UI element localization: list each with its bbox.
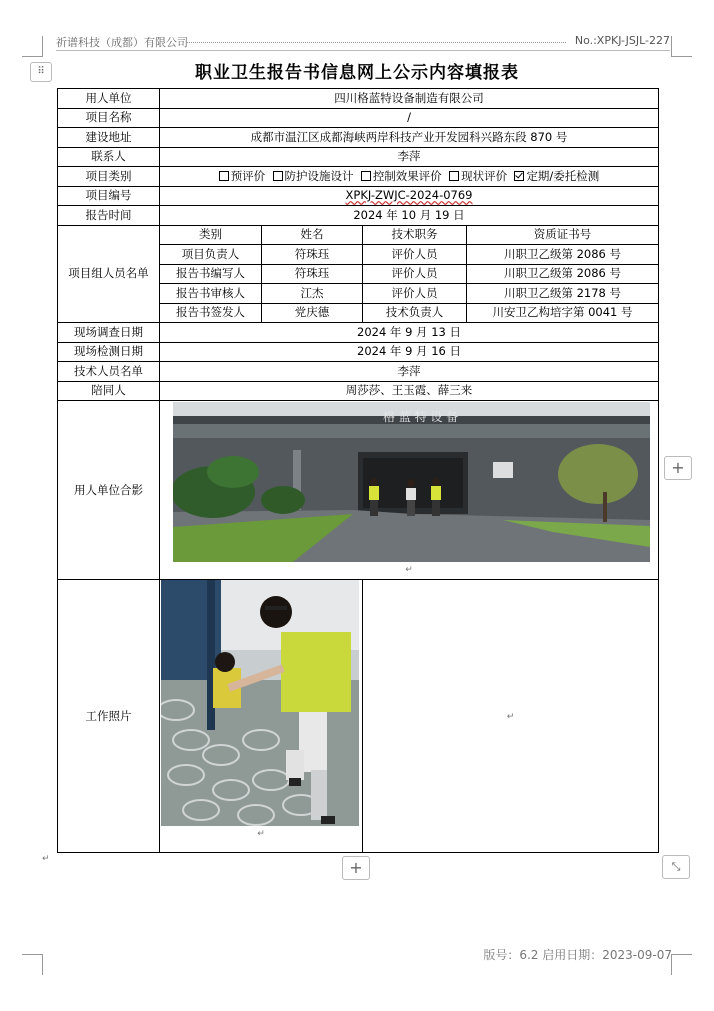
row-project-type	[58, 167, 659, 187]
member-certificate[interactable]: 川职卫乙级第 2086 号	[467, 245, 659, 265]
checkbox-control-effect[interactable]	[361, 169, 442, 183]
checkbox-empty-icon	[449, 171, 459, 181]
member-category[interactable]: 报告书签发人	[160, 303, 262, 323]
paragraph-mark-icon: ↵	[42, 854, 50, 864]
value-project-name[interactable]: /	[160, 108, 659, 128]
member-certificate[interactable]: 川职卫乙级第 2178 号	[467, 284, 659, 304]
member-name[interactable]: 党庆德	[262, 303, 363, 323]
header-company: 祈谱科技（成都）有限公司	[56, 36, 188, 49]
value-tech-staff[interactable]: 李萍	[160, 362, 659, 382]
row-escort	[58, 381, 659, 401]
disclosure-form-table	[57, 88, 659, 853]
members-header-row	[58, 225, 659, 245]
value-report-date[interactable]: 2024 年 10 月 19 日	[160, 206, 659, 226]
row-group-photo	[58, 401, 659, 580]
member-certificate[interactable]: 川职卫乙级第 2086 号	[467, 264, 659, 284]
member-title[interactable]: 评价人员	[363, 264, 467, 284]
checkbox-protection-design[interactable]	[273, 169, 354, 183]
member-title[interactable]: 评价人员	[363, 284, 467, 304]
label-project-no: 项目编号	[58, 186, 160, 206]
margin-corner-top-left	[22, 36, 43, 57]
row-report-date	[58, 206, 659, 226]
label-test-date: 现场检测日期	[58, 342, 160, 362]
member-name[interactable]: 符珠珏	[262, 264, 363, 284]
add-row-button[interactable]: +	[342, 856, 370, 880]
checkbox-checked-icon	[514, 171, 524, 181]
row-project-name	[58, 108, 659, 128]
member-title[interactable]: 评价人员	[363, 245, 467, 265]
value-escort[interactable]: 周莎莎、王玉霞、薛三来	[160, 381, 659, 401]
row-tech-staff	[58, 362, 659, 382]
label-project-name: 项目名称	[58, 108, 160, 128]
checkbox-empty-icon	[273, 171, 283, 181]
member-title[interactable]: 技术负责人	[363, 303, 467, 323]
row-test-date	[58, 342, 659, 362]
table-resize-handle-icon[interactable]: ⤡	[662, 855, 690, 879]
value-survey-date[interactable]: 2024 年 9 月 13 日	[160, 323, 659, 343]
paragraph-mark-icon: ↵	[405, 565, 413, 575]
member-category[interactable]: 报告书审核人	[160, 284, 262, 304]
add-column-button[interactable]: +	[664, 456, 692, 480]
label-work-photo: 工作照片	[58, 580, 160, 853]
option-label: 控制效果评价	[372, 168, 442, 183]
members-col-certificate: 资质证书号	[467, 225, 659, 245]
label-address: 建设地址	[58, 128, 160, 148]
row-contact	[58, 147, 659, 167]
row-work-photo	[58, 580, 659, 853]
member-certificate[interactable]: 川安卫乙构培字第 0041 号	[467, 303, 659, 323]
value-project-no[interactable]	[160, 186, 659, 206]
label-project-type: 项目类别	[58, 167, 160, 187]
label-tech-staff: 技术人员名单	[58, 362, 160, 382]
footer-version: 版号：6.2 启用日期：2023-09-07	[483, 948, 672, 962]
members-col-name: 姓名	[262, 225, 363, 245]
checkbox-periodic-testing[interactable]	[514, 169, 599, 183]
option-label: 定期/委托检测	[526, 168, 600, 183]
checkbox-pre-evaluation[interactable]	[219, 169, 266, 183]
option-label: 防护设施设计	[284, 168, 354, 183]
form-title: 职业卫生报告书信息网上公示内容填报表	[195, 63, 519, 83]
work-photo-image[interactable]	[161, 580, 359, 826]
work-photo-empty-cell[interactable]	[363, 580, 659, 853]
margin-corner-bottom-right	[671, 954, 692, 975]
table-move-handle-icon[interactable]: ⠿	[30, 62, 52, 82]
members-col-title: 技术职务	[363, 225, 467, 245]
label-members: 项目组人员名单	[58, 225, 160, 323]
label-contact: 联系人	[58, 147, 160, 167]
label-employer: 用人单位	[58, 89, 160, 109]
project-no-text: XPKJ-ZWJC-2024-0769	[345, 188, 473, 203]
row-address	[58, 128, 659, 148]
value-project-type[interactable]	[160, 167, 659, 187]
work-photo-cell[interactable]	[160, 580, 363, 853]
checkbox-empty-icon	[361, 171, 371, 181]
header-dotted-leader	[186, 42, 566, 43]
member-name[interactable]: 符珠珏	[262, 245, 363, 265]
group-photo-cell[interactable]	[160, 401, 659, 580]
building-sign-text: 格 蓝 特 设 备	[383, 410, 459, 424]
label-report-date: 报告时间	[58, 206, 160, 226]
option-label: 预评价	[230, 168, 266, 183]
label-survey-date: 现场调查日期	[58, 323, 160, 343]
checkbox-status-evaluation[interactable]	[449, 169, 507, 183]
value-address[interactable]: 成都市温江区成都海峡两岸科技产业开发园科兴路东段 870 号	[160, 128, 659, 148]
value-contact[interactable]: 李萍	[160, 147, 659, 167]
label-escort: 陪同人	[58, 381, 160, 401]
member-category[interactable]: 项目负责人	[160, 245, 262, 265]
member-name[interactable]: 江杰	[262, 284, 363, 304]
row-survey-date	[58, 323, 659, 343]
group-photo-image[interactable]	[173, 402, 650, 562]
members-col-category: 类别	[160, 225, 262, 245]
paragraph-mark-icon: ↵	[257, 829, 265, 839]
header-doc-number: No.:XPKJ-JSJL-227	[574, 34, 670, 47]
member-category[interactable]: 报告书编写人	[160, 264, 262, 284]
option-label: 现状评价	[461, 168, 508, 183]
row-employer	[58, 89, 659, 109]
paragraph-mark-icon: ↵	[506, 711, 515, 722]
label-group-photo: 用人单位合影	[58, 401, 160, 580]
value-test-date[interactable]: 2024 年 9 月 16 日	[160, 342, 659, 362]
margin-corner-top-right	[671, 36, 692, 57]
checkbox-empty-icon	[219, 171, 229, 181]
value-employer[interactable]: 四川格蓝特设备制造有限公司	[160, 89, 659, 109]
margin-corner-bottom-left	[22, 954, 43, 975]
row-project-no	[58, 186, 659, 206]
header-rule	[56, 50, 670, 51]
